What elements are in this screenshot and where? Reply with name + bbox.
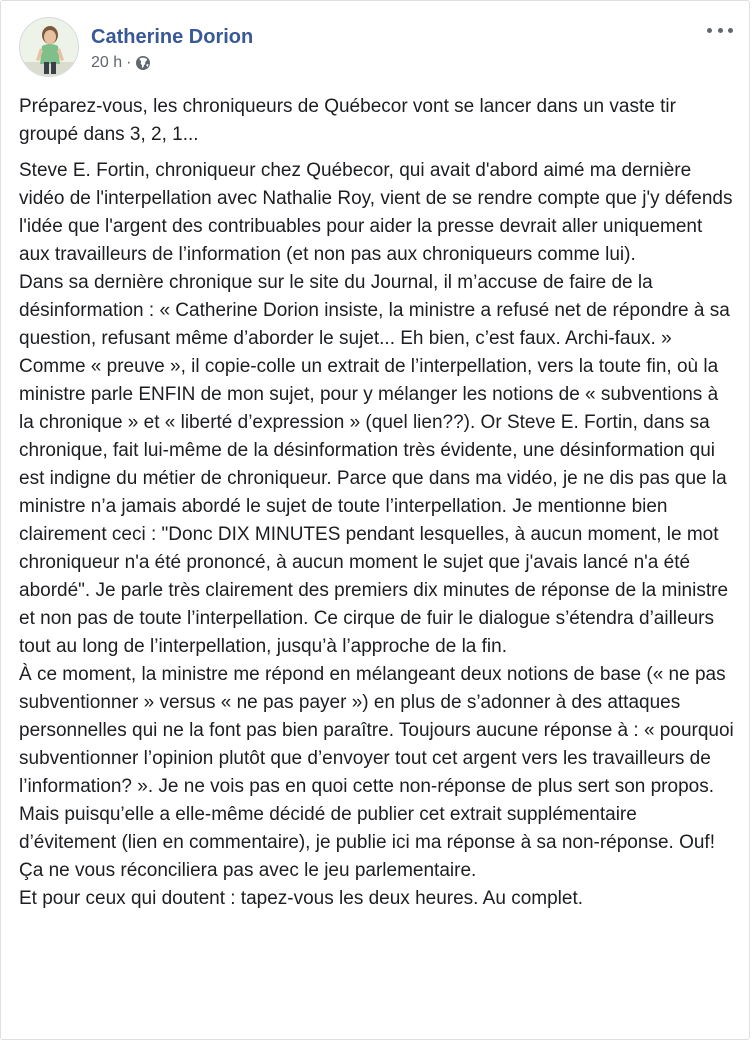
post-paragraph: Et pour ceux qui doutent : tapez-vous les deux heures. Au complet. bbox=[19, 888, 584, 909]
author-name[interactable]: Catherine Dorion bbox=[91, 26, 254, 48]
avatar[interactable] bbox=[19, 17, 79, 77]
ellipsis-icon-dot bbox=[718, 28, 723, 33]
post-paragraph: Préparez-vous, les chroniqueurs de Québecor vont se lancer dans un vaste tir groupé dans 3, 2, 1... bbox=[19, 96, 676, 145]
post-paragraph: Steve E. Fortin, chroniqueur chez Québecor, qui avait d'abord aimé ma dernière vidéo de l'interpellation avec Nathalie Roy, vient de se rendre compte que j'y défends l'idée que l'argent des contribuables pour aider la presse devrait aller uniquement aux travailleurs de l’information (et non pas aux chroniqueurs comme lui). bbox=[19, 160, 733, 265]
ellipsis-icon-dot bbox=[707, 28, 712, 33]
avatar-image bbox=[20, 18, 79, 77]
meta-separator: · bbox=[126, 54, 132, 71]
globe-icon[interactable] bbox=[135, 55, 151, 71]
post-header bbox=[19, 17, 733, 81]
post-timestamp[interactable]: 20 h bbox=[91, 54, 123, 71]
more-options-button[interactable] bbox=[707, 21, 733, 39]
post-paragraph: Dans sa dernière chronique sur le site du Journal, il m’accuse de faire de la désinformation : « Catherine Dorion insiste, la ministre a refusé net de répondre à sa question, refusant même d’aborder le sujet... Eh bien, c’est faux. Archi-faux. » Comme « preuve », il copie-colle un extrait de l’interpellation, vers la toute fin, où la ministre parle ENFIN de mon sujet, pour y mélanger les notions de « subventions à la chronique » et « liberté d’expression » (quel lien??). Or Steve E. Fortin, dans sa chronique, fait lui-même de la désinformation très évidente, une désinformation qui est indigne du métier de chroniqueur. Parce que dans ma vidéo, je ne dis pas que la ministre n’a jamais abordé le sujet de toute l’interpellation. Je mentionne bien clairement ceci : "Donc DIX MINUTES pendant lesquelles, à aucun moment, le mot chroniqueur n'a été prononcé, à aucun moment le sujet que j'avais lancé n'a été abordé". Je parle très clairement des premiers dix minutes de réponse de la ministre et non pas de toute l’interpellation. Ce cirque de fuir le dialogue s’étendra d’ailleurs tout au long de l’interpellation, jusqu’à l’approche de la fin. bbox=[19, 272, 730, 657]
post-meta bbox=[91, 54, 151, 72]
post-paragraph: À ce moment, la ministre me répond en mélangeant deux notions de base (« ne pas subventionner » versus « ne pas payer ») en plus de s’adonner à des attaques personnelles qui ne la font pas bien paraître. Toujours aucune réponse à : « pourquoi subventionner l’opinion plutôt que d’envoyer tout cet argent vers les travailleurs de l’information? ». Je ne vois pas en quoi cette non-réponse de plus sert son propos. Mais puisqu’elle a elle-même décidé de publier cet extrait supplémentaire d’évitement (lien en commentaire), je publie ici ma réponse à sa non-réponse. Ouf! Ça ne vous réconciliera pas avec le jeu parlementaire. bbox=[19, 664, 734, 881]
post-body bbox=[19, 93, 735, 913]
ellipsis-icon-dot bbox=[728, 28, 733, 33]
